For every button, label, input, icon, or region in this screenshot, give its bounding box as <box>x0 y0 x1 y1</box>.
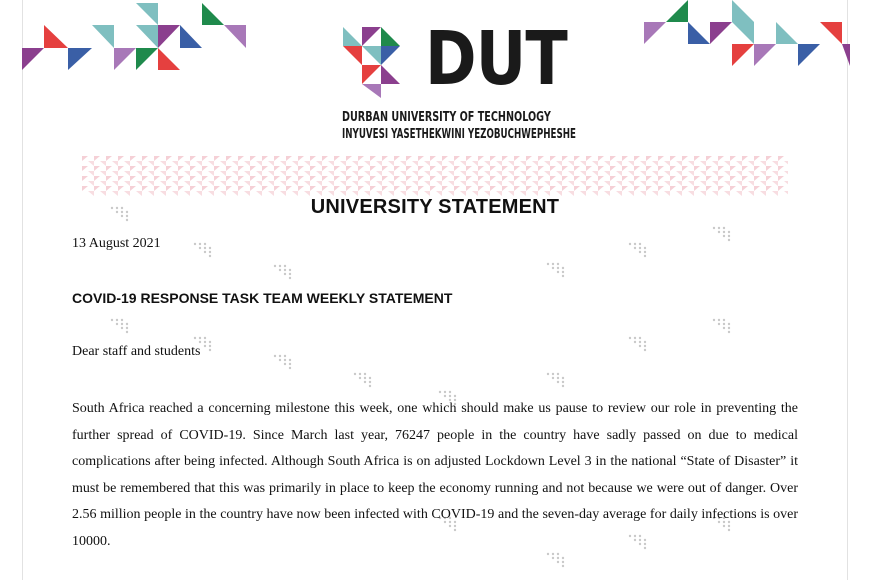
letterhead-pattern-band <box>82 156 788 196</box>
decorative-triangles-left <box>22 0 252 75</box>
salutation: Dear staff and students <box>72 344 201 359</box>
dut-wordmark: DUT <box>425 16 567 102</box>
body-paragraph: South Africa reached a concerning milestone this week, one which should make us pause to review our role in preventing the further spread of COVID-19. Since March last year, 76247 people in the country have sadly passed on due to medical complications after being infected. Although South Africa is on adjusted Lockdown Level 3 in the national “State of Disaster” it must be remembered that this was primarily in place to keep the economy running and not because we were out of danger. Over 2.56 million people in the country have now been infected with COVID-19 and the seven-day average for daily infections is over 10000. <box>72 401 798 549</box>
statement-date: 13 August 2021 <box>72 236 161 251</box>
statement-title: UNIVERSITY STATEMENT <box>310 196 560 218</box>
statement-subheading: COVID-19 RESPONSE TASK TEAM WEEKLY STATEMENT <box>72 290 453 306</box>
university-name-zulu: INYUVESI YASETHEKWINI YEZOBUCHWEPHESHE <box>342 127 576 142</box>
university-name: DURBAN UNIVERSITY OF TECHNOLOGY <box>342 110 551 125</box>
decorative-triangles-right <box>640 0 850 75</box>
